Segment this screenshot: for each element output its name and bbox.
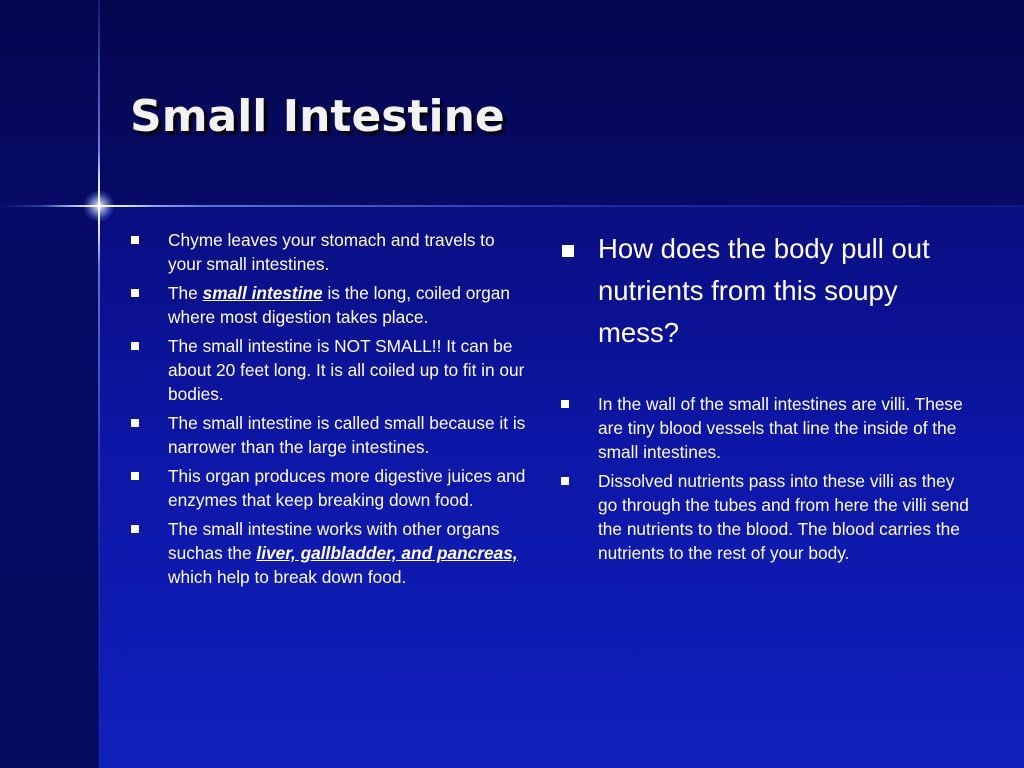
list-item bbox=[130, 464, 530, 512]
left-bullet-list bbox=[130, 228, 530, 594]
text-segment: The small intestine is called small because it is narrower than the large intestines. bbox=[168, 413, 526, 457]
vertical-accent-line bbox=[98, 0, 100, 768]
bullet-text bbox=[168, 519, 518, 587]
list-item bbox=[130, 517, 530, 589]
text-segment: is the long, coiled organ where most digestion takes place. bbox=[168, 283, 510, 327]
square-bullet-icon bbox=[131, 525, 139, 533]
list-item bbox=[560, 469, 970, 565]
bullet-text bbox=[168, 413, 525, 457]
square-bullet-icon bbox=[131, 472, 139, 480]
square-bullet-icon bbox=[562, 245, 574, 257]
square-bullet-icon bbox=[131, 419, 139, 427]
text-segment: The small intestine works with other organs suchas the bbox=[168, 519, 500, 563]
bullet-text bbox=[168, 466, 525, 510]
sparkle-ray-vertical bbox=[98, 150, 100, 262]
bullet-text bbox=[168, 230, 495, 274]
text-segment: The bbox=[168, 283, 203, 303]
bullet-text bbox=[168, 283, 510, 327]
bullet-text: Dissolved nutrients pass into these villi as they go through the tubes and from here the villi send the nutrients to the blood. The blood carries the nutrients to the rest of your body. bbox=[598, 471, 969, 563]
square-bullet-icon bbox=[131, 289, 139, 297]
list-item bbox=[130, 281, 530, 329]
square-bullet-icon bbox=[131, 342, 139, 350]
list-item bbox=[130, 411, 530, 459]
left-band bbox=[0, 206, 99, 768]
question-item bbox=[560, 228, 970, 354]
slide-title: Small Intestine bbox=[130, 91, 505, 142]
bullet-text: In the wall of the small intestines are villi. These are tiny blood vessels that line the inside of the small intestines. bbox=[598, 394, 963, 462]
bullet-text bbox=[168, 336, 524, 404]
list-item bbox=[560, 392, 970, 464]
text-segment: The small intestine is NOT SMALL!! It can be about 20 feet long. It is all coiled up to fit in our bodies. bbox=[168, 336, 525, 404]
text-segment: This organ produces more digestive juices and enzymes that keep breaking down food. bbox=[168, 466, 526, 510]
list-item bbox=[130, 334, 530, 406]
text-segment: Chyme leaves your stomach and travels to your small intestines. bbox=[168, 230, 495, 274]
square-bullet-icon bbox=[561, 400, 569, 408]
list-item bbox=[130, 228, 530, 276]
square-bullet-icon bbox=[561, 477, 569, 485]
emphasized-term: liver, gallbladder, and pancreas, bbox=[256, 543, 518, 563]
emphasized-term: small intestine bbox=[202, 283, 323, 303]
question-text: How does the body pull out nutrients from this soupy mess? bbox=[598, 233, 930, 348]
right-bullet-list bbox=[560, 228, 970, 570]
text-segment: which help to break down food. bbox=[168, 567, 407, 587]
square-bullet-icon bbox=[131, 236, 139, 244]
